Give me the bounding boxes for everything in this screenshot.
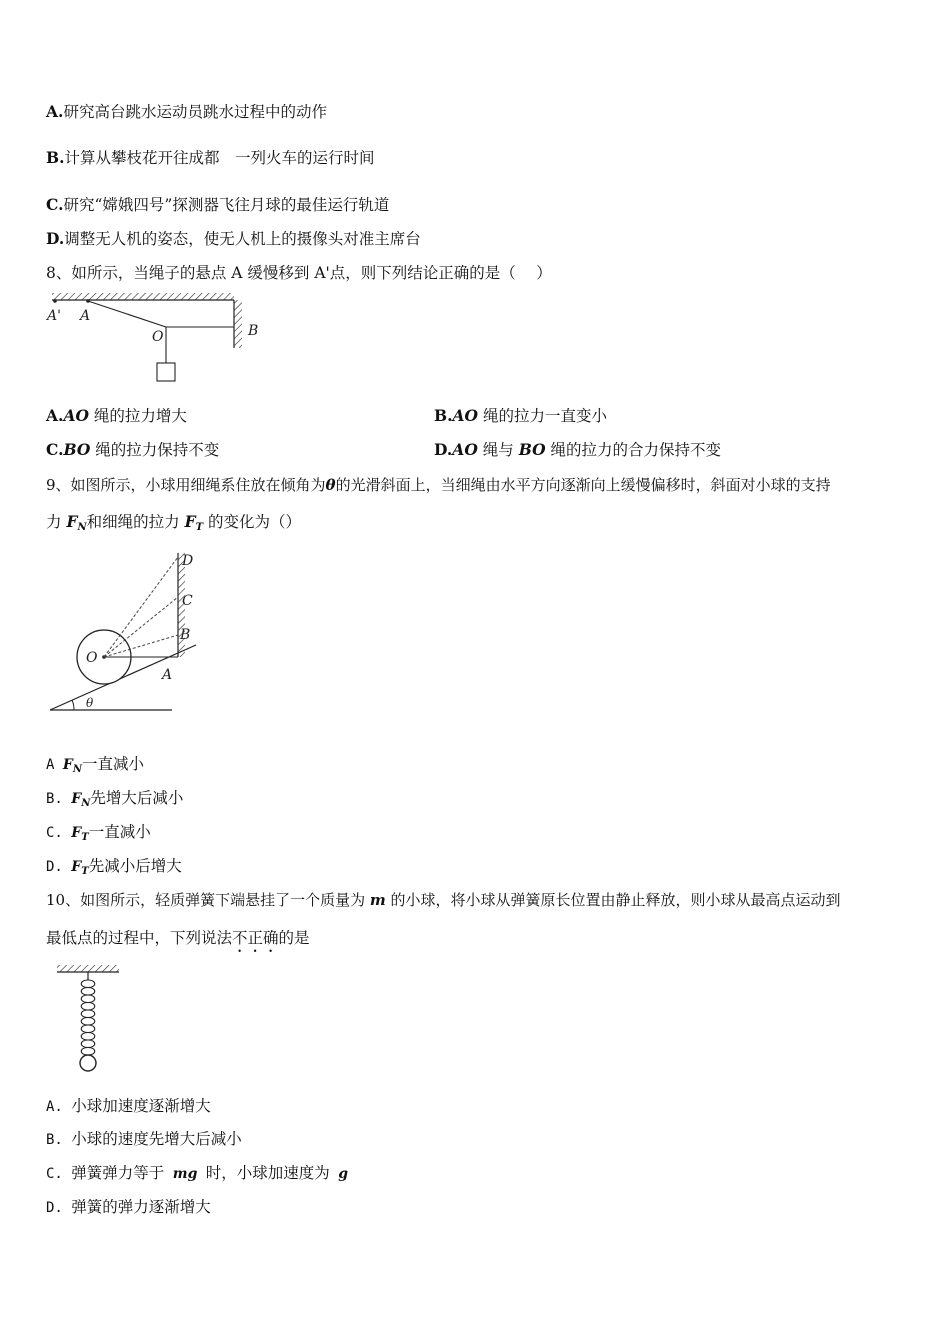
ceiling-hatch xyxy=(57,965,119,972)
label-o: O xyxy=(86,650,98,666)
option-text: 先增大后减小 xyxy=(90,789,184,807)
mg-symbol: mg xyxy=(172,1166,198,1182)
q8-option-c xyxy=(46,440,219,460)
question-text: 9、如图所示，小球用细绳系住放在倾角为 xyxy=(46,476,326,494)
option-letter: C. xyxy=(46,1166,63,1182)
force-subscript: N xyxy=(81,798,91,809)
option-var: BO xyxy=(518,440,546,459)
option-var: AO xyxy=(452,440,478,459)
theta-symbol: θ xyxy=(325,476,336,494)
option-text: 一直减小 xyxy=(88,823,151,841)
option-text: 弹簧的弹力逐渐增大 xyxy=(71,1198,211,1216)
option-letter: D. xyxy=(46,1200,63,1216)
option-letter: B. xyxy=(46,148,65,167)
wall-hatch xyxy=(234,300,242,348)
option-text: 绳的拉力的合力保持不变 xyxy=(550,441,722,459)
q9-stem-line1 xyxy=(46,475,831,495)
label-theta: θ xyxy=(86,696,94,710)
force-subscript: N xyxy=(72,764,82,775)
rope-ao xyxy=(88,301,166,327)
option-var: AO xyxy=(452,406,479,425)
option-text: 小球的速度先增大后减小 xyxy=(71,1130,242,1148)
option-text: 绳的拉力增大 xyxy=(93,407,187,425)
force-symbol: F xyxy=(62,757,73,773)
mass-symbol: m xyxy=(369,891,386,909)
q10-stem-line1 xyxy=(46,890,841,910)
option-text: 研究高台跳水运动员跳水过程中的动作 xyxy=(63,103,327,121)
question-text: 最低点的过程中，下列说法 xyxy=(46,929,233,947)
point-a-prime xyxy=(53,299,57,303)
q8-stem xyxy=(46,263,552,283)
q10-option-d xyxy=(46,1197,211,1218)
label-b: B xyxy=(248,323,259,339)
ceiling-hatch xyxy=(52,293,234,300)
option-letter: C. xyxy=(46,195,64,214)
force-subscript: T xyxy=(81,832,89,843)
q8-option-b xyxy=(434,406,607,426)
rope-oc xyxy=(104,597,178,657)
question-text: 的小球，将小球从弹簧原长位置由静止释放，则小球从最高点运动到 xyxy=(390,891,841,909)
option-text: 弹簧弹力等于 xyxy=(71,1164,165,1182)
force-symbol: F xyxy=(184,512,196,531)
option-text: 计算从攀枝花开往成都 一列火车的运行时间 xyxy=(64,149,375,167)
q8-option-d xyxy=(434,440,721,460)
q10-spring-figure xyxy=(50,960,130,1075)
option-letter: C. xyxy=(46,825,63,841)
option-letter: B. xyxy=(46,791,63,807)
label-c: C xyxy=(182,593,193,609)
question-text: 和细绳的拉力 xyxy=(86,513,180,531)
force-symbol: F xyxy=(71,859,82,875)
option-letter: B. xyxy=(434,406,453,425)
force-symbol: F xyxy=(66,512,78,531)
option-letter: C. xyxy=(46,440,64,459)
q7-option-a xyxy=(46,102,327,122)
emphasis-text: 不正确 xyxy=(232,929,279,947)
option-text: 时，小球加速度为 xyxy=(205,1164,330,1182)
q9-stem-line2 xyxy=(46,512,301,538)
option-text: 一直减小 xyxy=(81,755,144,773)
option-text: 小球加速度逐渐增大 xyxy=(71,1097,211,1115)
q10-option-b xyxy=(46,1129,242,1150)
label-a: A xyxy=(80,308,91,324)
label-a-prime: A' xyxy=(47,308,61,324)
weight-block xyxy=(157,363,175,381)
option-letter: A. xyxy=(46,102,64,121)
force-symbol: F xyxy=(71,791,82,807)
q10-option-c xyxy=(46,1163,348,1184)
g-symbol: g xyxy=(338,1166,349,1182)
q7-option-d xyxy=(46,229,421,249)
question-text: 10、如图所示，轻质弹簧下端悬挂了一个质量为 xyxy=(46,891,366,909)
ball xyxy=(80,1055,96,1071)
question-text: 的变化为（） xyxy=(207,513,301,531)
q7-option-b xyxy=(46,148,375,168)
q8-option-a xyxy=(46,406,187,426)
label-o: O xyxy=(152,329,164,345)
q9-incline-figure xyxy=(44,545,214,720)
option-var: BO xyxy=(63,440,91,459)
option-letter: B. xyxy=(46,1132,63,1148)
question-text: 8、如所示，当绳子的悬点 A 缓慢移到 A'点，则下列结论正确的是（ ） xyxy=(46,264,552,282)
label-b: B xyxy=(180,627,191,643)
force-symbol: F xyxy=(71,825,82,841)
question-text: 力 xyxy=(46,513,62,531)
q7-option-c xyxy=(46,195,389,215)
force-subscript: N xyxy=(77,522,87,533)
q9-option-c xyxy=(46,822,151,848)
option-text: 绳的拉力保持不变 xyxy=(95,441,220,459)
option-letter: D. xyxy=(434,440,453,459)
label-d: D xyxy=(182,553,194,569)
q9-option-d xyxy=(46,856,182,882)
option-text: 绳的拉力一直变小 xyxy=(482,407,607,425)
option-letter: D. xyxy=(46,229,65,248)
option-letter: A xyxy=(46,757,55,773)
question-text: 的光滑斜面上，当细绳由水平方向逐渐向上缓慢偏移时，斜面对小球的支持 xyxy=(335,476,831,494)
force-subscript: T xyxy=(195,522,204,533)
option-letter: A. xyxy=(46,1099,63,1115)
option-letter: D. xyxy=(46,859,63,875)
question-text: 的是 xyxy=(278,929,310,947)
option-text: 绳与 xyxy=(482,441,514,459)
option-text: 研究“嫦娥四号”探测器飞往月球的最佳运行轨道 xyxy=(63,196,390,214)
label-a: A xyxy=(162,667,173,683)
q10-option-a xyxy=(46,1096,211,1117)
spring-coil xyxy=(81,980,95,1055)
q8-rope-figure xyxy=(44,288,274,388)
option-text: 先减小后增大 xyxy=(88,857,182,875)
force-subscript: T xyxy=(81,866,89,877)
option-text: 调整无人机的姿态，使无人机上的摄像头对准主席台 xyxy=(64,230,421,248)
option-var: AO xyxy=(63,406,89,425)
q10-stem-line2 xyxy=(46,928,310,956)
q9-option-a xyxy=(46,754,144,780)
q9-option-b xyxy=(46,788,183,814)
rope-od xyxy=(104,557,178,657)
option-letter: A. xyxy=(46,406,64,425)
